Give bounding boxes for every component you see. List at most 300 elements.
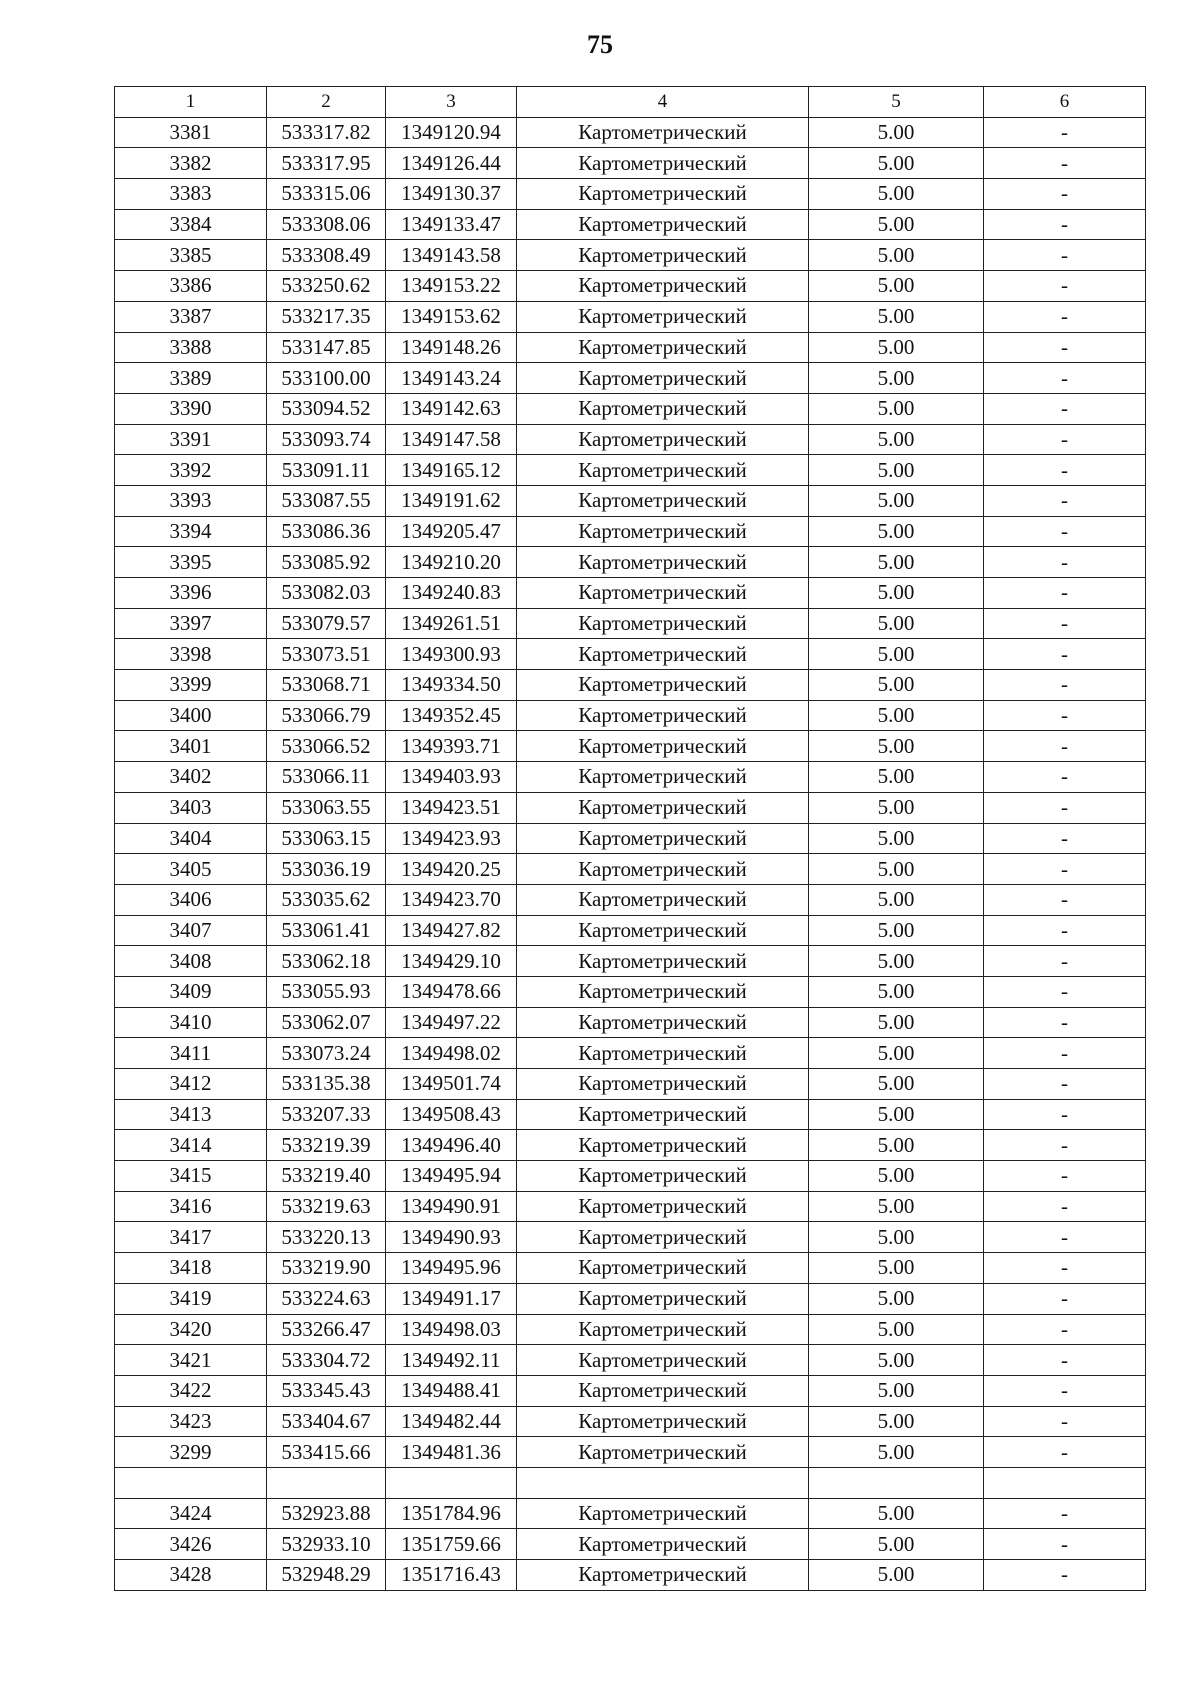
table-cell: - <box>984 1038 1146 1069</box>
table-cell: 1349240.83 <box>386 578 517 609</box>
table-row <box>115 271 1146 302</box>
table-cell: 1349130.37 <box>386 179 517 210</box>
table-cell: 3400 <box>115 700 267 731</box>
table-cell: - <box>984 670 1146 701</box>
table-cell: Картометрический <box>517 915 809 946</box>
table-row <box>115 670 1146 701</box>
table-row <box>115 792 1146 823</box>
table-cell: 1349490.91 <box>386 1191 517 1222</box>
table-row <box>115 823 1146 854</box>
table-cell: 5.00 <box>809 731 984 762</box>
table-cell: 5.00 <box>809 700 984 731</box>
table-cell: 1349120.94 <box>386 117 517 148</box>
table-cell: - <box>984 1529 1146 1560</box>
table-cell: 3424 <box>115 1498 267 1529</box>
table-cell: 533224.63 <box>267 1283 386 1314</box>
table-cell: 1349334.50 <box>386 670 517 701</box>
table-row <box>115 915 1146 946</box>
table-cell: Картометрический <box>517 1560 809 1591</box>
table-cell: 1349147.58 <box>386 424 517 455</box>
table-cell: 1349133.47 <box>386 209 517 240</box>
table-cell: Картометрический <box>517 179 809 210</box>
table-cell: 533219.39 <box>267 1130 386 1161</box>
table-cell <box>984 1467 1146 1498</box>
table-cell: 1349126.44 <box>386 148 517 179</box>
table-cell: 1351784.96 <box>386 1498 517 1529</box>
table-row <box>115 117 1146 148</box>
table-cell: 533086.36 <box>267 516 386 547</box>
table-row <box>115 762 1146 793</box>
table-cell: 3426 <box>115 1529 267 1560</box>
table-cell: 1349508.43 <box>386 1099 517 1130</box>
table-cell: 3390 <box>115 393 267 424</box>
table-cell: - <box>984 209 1146 240</box>
table-cell: 3417 <box>115 1222 267 1253</box>
table-cell: 3386 <box>115 271 267 302</box>
table-cell: 533073.51 <box>267 639 386 670</box>
table-cell: 3403 <box>115 792 267 823</box>
table-cell: Картометрический <box>517 1283 809 1314</box>
table-row <box>115 1314 1146 1345</box>
table-cell: 3388 <box>115 332 267 363</box>
coordinates-table <box>114 86 1146 1591</box>
table-cell: Картометрический <box>517 240 809 271</box>
table-cell: 1351759.66 <box>386 1529 517 1560</box>
table-cell: 533066.79 <box>267 700 386 731</box>
table-cell: 533308.49 <box>267 240 386 271</box>
table-cell: 533404.67 <box>267 1406 386 1437</box>
table-cell: 3299 <box>115 1437 267 1468</box>
table-cell: - <box>984 639 1146 670</box>
table-cell: Картометрический <box>517 117 809 148</box>
table-cell: 5.00 <box>809 884 984 915</box>
table-cell: 5.00 <box>809 608 984 639</box>
table-cell <box>386 1467 517 1498</box>
table-cell: 3421 <box>115 1345 267 1376</box>
table-cell: Картометрический <box>517 209 809 240</box>
table-cell: 3382 <box>115 148 267 179</box>
table-cell: 1349488.41 <box>386 1375 517 1406</box>
table-cell: 3423 <box>115 1406 267 1437</box>
table-cell: 3383 <box>115 179 267 210</box>
table-cell: - <box>984 1007 1146 1038</box>
table-cell: 5.00 <box>809 332 984 363</box>
table-cell: - <box>984 854 1146 885</box>
table-cell: - <box>984 1283 1146 1314</box>
table-cell: 1349495.96 <box>386 1253 517 1284</box>
column-header: 5 <box>809 87 984 118</box>
table-row <box>115 1161 1146 1192</box>
table-cell: Картометрический <box>517 792 809 823</box>
table-cell: Картометрический <box>517 363 809 394</box>
table-cell: 5.00 <box>809 1283 984 1314</box>
table-cell: 533304.72 <box>267 1345 386 1376</box>
table-cell: Картометрический <box>517 1406 809 1437</box>
table-cell: Картометрический <box>517 1314 809 1345</box>
column-header: 3 <box>386 87 517 118</box>
table-cell: 3384 <box>115 209 267 240</box>
column-header: 2 <box>267 87 386 118</box>
table-cell: - <box>984 1375 1146 1406</box>
table-cell: 3428 <box>115 1560 267 1591</box>
table-row <box>115 485 1146 516</box>
table-cell: 5.00 <box>809 117 984 148</box>
table-cell: - <box>984 1069 1146 1100</box>
table-cell: 1349300.93 <box>386 639 517 670</box>
table-cell: 3419 <box>115 1283 267 1314</box>
table-cell: Картометрический <box>517 1529 809 1560</box>
table-cell: 3411 <box>115 1038 267 1069</box>
table-cell: - <box>984 424 1146 455</box>
table-cell: - <box>984 578 1146 609</box>
table-cell: 1349496.40 <box>386 1130 517 1161</box>
table-cell: 1349490.93 <box>386 1222 517 1253</box>
table-cell: - <box>984 884 1146 915</box>
table-cell: 533135.38 <box>267 1069 386 1100</box>
table-cell: 1349165.12 <box>386 455 517 486</box>
table-cell: 5.00 <box>809 424 984 455</box>
table-cell: 3407 <box>115 915 267 946</box>
table-cell: 1349501.74 <box>386 1069 517 1100</box>
table-cell: - <box>984 1253 1146 1284</box>
table-cell: 1351716.43 <box>386 1560 517 1591</box>
table-cell: 3381 <box>115 117 267 148</box>
table-cell: Картометрический <box>517 976 809 1007</box>
table-cell: 1349495.94 <box>386 1161 517 1192</box>
table-cell: 5.00 <box>809 1007 984 1038</box>
table-cell: 5.00 <box>809 455 984 486</box>
table-cell: 533062.18 <box>267 946 386 977</box>
table-cell: 533415.66 <box>267 1437 386 1468</box>
table-header-row <box>115 87 1146 118</box>
table-cell: - <box>984 301 1146 332</box>
table-cell: 3396 <box>115 578 267 609</box>
table-cell: 533100.00 <box>267 363 386 394</box>
table-cell: 5.00 <box>809 485 984 516</box>
table-cell <box>115 1467 267 1498</box>
table-cell: 5.00 <box>809 301 984 332</box>
table-cell: - <box>984 117 1146 148</box>
table-cell: 5.00 <box>809 823 984 854</box>
table-cell: 5.00 <box>809 1498 984 1529</box>
table-cell: - <box>984 332 1146 363</box>
table-cell: 1349498.03 <box>386 1314 517 1345</box>
table-cell: - <box>984 1130 1146 1161</box>
table-cell: 5.00 <box>809 1038 984 1069</box>
table-cell: 1349393.71 <box>386 731 517 762</box>
table-cell: 3416 <box>115 1191 267 1222</box>
table-row <box>115 1099 1146 1130</box>
table-cell: 533266.47 <box>267 1314 386 1345</box>
table-cell: 1349498.02 <box>386 1038 517 1069</box>
table-cell: 533085.92 <box>267 547 386 578</box>
table-cell: 1349143.24 <box>386 363 517 394</box>
table-cell: 1349481.36 <box>386 1437 517 1468</box>
table-cell: Картометрический <box>517 731 809 762</box>
table-cell: 3399 <box>115 670 267 701</box>
table-cell: 532923.88 <box>267 1498 386 1529</box>
table-cell: - <box>984 455 1146 486</box>
table-cell: - <box>984 363 1146 394</box>
table-cell: 5.00 <box>809 639 984 670</box>
table-row <box>115 1222 1146 1253</box>
table-cell: 1349153.22 <box>386 271 517 302</box>
table-cell: 3402 <box>115 762 267 793</box>
table-cell: 5.00 <box>809 1529 984 1560</box>
table-cell: 533063.55 <box>267 792 386 823</box>
table-cell: Картометрический <box>517 148 809 179</box>
table-cell: 3404 <box>115 823 267 854</box>
table-cell: 3412 <box>115 1069 267 1100</box>
table-cell: - <box>984 1345 1146 1376</box>
table-cell: 5.00 <box>809 240 984 271</box>
table-row <box>115 1560 1146 1591</box>
table-cell: 533063.15 <box>267 823 386 854</box>
table-row <box>115 1191 1146 1222</box>
table-cell: 3391 <box>115 424 267 455</box>
table-cell: Картометрический <box>517 1007 809 1038</box>
table-cell: 1349491.17 <box>386 1283 517 1314</box>
table-cell: 5.00 <box>809 209 984 240</box>
table-cell: 1349142.63 <box>386 393 517 424</box>
table-row <box>115 1529 1146 1560</box>
table-cell: Картометрический <box>517 670 809 701</box>
table-cell: - <box>984 547 1146 578</box>
table-cell: 533036.19 <box>267 854 386 885</box>
table-cell: Картометрический <box>517 1437 809 1468</box>
table-row <box>115 547 1146 578</box>
table-cell: 5.00 <box>809 915 984 946</box>
table-cell: Картометрический <box>517 854 809 885</box>
table-cell: 533317.82 <box>267 117 386 148</box>
table-cell: 1349482.44 <box>386 1406 517 1437</box>
table-cell: 5.00 <box>809 1161 984 1192</box>
table-cell: Картометрический <box>517 1345 809 1376</box>
table-row <box>115 1498 1146 1529</box>
table-cell: Картометрический <box>517 424 809 455</box>
table-cell: 5.00 <box>809 516 984 547</box>
table-cell: 5.00 <box>809 976 984 1007</box>
table-cell: Картометрический <box>517 578 809 609</box>
table-cell: 1349191.62 <box>386 485 517 516</box>
table-cell <box>517 1467 809 1498</box>
table-cell: 5.00 <box>809 393 984 424</box>
table-cell: Картометрический <box>517 301 809 332</box>
table-cell: 532948.29 <box>267 1560 386 1591</box>
table-cell: - <box>984 1191 1146 1222</box>
table-cell: - <box>984 485 1146 516</box>
table-cell: 5.00 <box>809 762 984 793</box>
table-cell: 533217.35 <box>267 301 386 332</box>
table-cell: Картометрический <box>517 516 809 547</box>
table-cell: - <box>984 608 1146 639</box>
table-cell: 1349497.22 <box>386 1007 517 1038</box>
table-row <box>115 946 1146 977</box>
table-cell: 1349423.70 <box>386 884 517 915</box>
table-cell: - <box>984 1498 1146 1529</box>
table-cell: - <box>984 1406 1146 1437</box>
table-row <box>115 1253 1146 1284</box>
table-cell: Картометрический <box>517 1130 809 1161</box>
table-cell: 5.00 <box>809 1406 984 1437</box>
table-cell: 5.00 <box>809 578 984 609</box>
table-cell: 533091.11 <box>267 455 386 486</box>
table-cell: 533087.55 <box>267 485 386 516</box>
column-header: 1 <box>115 87 267 118</box>
table-cell: 5.00 <box>809 363 984 394</box>
table-cell: Картометрический <box>517 1498 809 1529</box>
table-cell: 1349205.47 <box>386 516 517 547</box>
table-row <box>115 516 1146 547</box>
table-cell: Картометрический <box>517 1161 809 1192</box>
table-cell <box>267 1467 386 1498</box>
table-row <box>115 1283 1146 1314</box>
table-cell: - <box>984 1161 1146 1192</box>
table-cell: 5.00 <box>809 1375 984 1406</box>
table-row <box>115 332 1146 363</box>
table-cell: - <box>984 271 1146 302</box>
table-cell: 533068.71 <box>267 670 386 701</box>
table-cell: 3413 <box>115 1099 267 1130</box>
table-row <box>115 455 1146 486</box>
table-row <box>115 639 1146 670</box>
table-cell: - <box>984 915 1146 946</box>
table-cell: 3401 <box>115 731 267 762</box>
table-cell: 3389 <box>115 363 267 394</box>
table-row <box>115 731 1146 762</box>
table-cell: 533345.43 <box>267 1375 386 1406</box>
table-row <box>115 608 1146 639</box>
table-cell: 533207.33 <box>267 1099 386 1130</box>
table-cell: 3405 <box>115 854 267 885</box>
table-cell: 5.00 <box>809 1314 984 1345</box>
table-row <box>115 1406 1146 1437</box>
table-cell: 533147.85 <box>267 332 386 363</box>
table-cell: 1349478.66 <box>386 976 517 1007</box>
table-cell: 5.00 <box>809 854 984 885</box>
column-header: 6 <box>984 87 1146 118</box>
table-row <box>115 363 1146 394</box>
column-header: 4 <box>517 87 809 118</box>
table-cell: 1349143.58 <box>386 240 517 271</box>
table-cell: 5.00 <box>809 547 984 578</box>
table-cell: 5.00 <box>809 670 984 701</box>
table-row <box>115 301 1146 332</box>
table-cell: 533094.52 <box>267 393 386 424</box>
table-cell: - <box>984 792 1146 823</box>
table-cell: 3385 <box>115 240 267 271</box>
table-cell: 533219.63 <box>267 1191 386 1222</box>
table-cell: Картометрический <box>517 884 809 915</box>
table-row <box>115 1467 1146 1498</box>
table-cell: Картометрический <box>517 485 809 516</box>
table-cell: 5.00 <box>809 1191 984 1222</box>
table-cell: 1349427.82 <box>386 915 517 946</box>
table-row <box>115 1375 1146 1406</box>
table-cell: - <box>984 946 1146 977</box>
table-cell: 3418 <box>115 1253 267 1284</box>
table-cell: - <box>984 516 1146 547</box>
table-cell: 1349352.45 <box>386 700 517 731</box>
table-row <box>115 1007 1146 1038</box>
table-cell: 5.00 <box>809 792 984 823</box>
table-row <box>115 976 1146 1007</box>
table-cell: Картометрический <box>517 393 809 424</box>
table-cell: 3408 <box>115 946 267 977</box>
table-cell: 533073.24 <box>267 1038 386 1069</box>
page-number: 75 <box>587 30 613 59</box>
table-row <box>115 209 1146 240</box>
table-cell: 5.00 <box>809 1099 984 1130</box>
table-cell: 5.00 <box>809 271 984 302</box>
table-cell: 5.00 <box>809 148 984 179</box>
table-cell: Картометрический <box>517 332 809 363</box>
table-cell: 533079.57 <box>267 608 386 639</box>
table-row <box>115 1130 1146 1161</box>
table-row <box>115 179 1146 210</box>
table-cell: Картометрический <box>517 700 809 731</box>
table-row <box>115 578 1146 609</box>
table-cell: - <box>984 762 1146 793</box>
table-cell: Картометрический <box>517 1069 809 1100</box>
table-cell: 3387 <box>115 301 267 332</box>
table-body <box>115 117 1146 1590</box>
table-cell: Картометрический <box>517 762 809 793</box>
table-cell: 3393 <box>115 485 267 516</box>
table-cell: 533220.13 <box>267 1222 386 1253</box>
table-cell: - <box>984 976 1146 1007</box>
table-cell: - <box>984 1560 1146 1591</box>
table-cell: 533250.62 <box>267 271 386 302</box>
table-cell: 1349403.93 <box>386 762 517 793</box>
table-cell: 1349423.51 <box>386 792 517 823</box>
table-row <box>115 1437 1146 1468</box>
table-cell: - <box>984 148 1146 179</box>
table-row <box>115 240 1146 271</box>
table-cell: 5.00 <box>809 1437 984 1468</box>
table-cell: 533082.03 <box>267 578 386 609</box>
table-cell: Картометрический <box>517 608 809 639</box>
table-cell: Картометрический <box>517 1038 809 1069</box>
table-cell: 3422 <box>115 1375 267 1406</box>
table-cell: Картометрический <box>517 1191 809 1222</box>
table-cell: 3409 <box>115 976 267 1007</box>
table-cell: 533062.07 <box>267 1007 386 1038</box>
table-cell: 5.00 <box>809 1069 984 1100</box>
table-cell: 533066.11 <box>267 762 386 793</box>
table-cell: 3392 <box>115 455 267 486</box>
table-row <box>115 393 1146 424</box>
table-cell: 3397 <box>115 608 267 639</box>
table-cell: 533219.40 <box>267 1161 386 1192</box>
table-row <box>115 884 1146 915</box>
table-cell <box>809 1467 984 1498</box>
table-cell: 533219.90 <box>267 1253 386 1284</box>
table-cell: 3420 <box>115 1314 267 1345</box>
table-cell: 1349261.51 <box>386 608 517 639</box>
table-cell: 1349210.20 <box>386 547 517 578</box>
table-cell: 533055.93 <box>267 976 386 1007</box>
table-cell: - <box>984 1222 1146 1253</box>
table-cell: 5.00 <box>809 1130 984 1161</box>
table-cell: Картометрический <box>517 547 809 578</box>
table-cell: Картометрический <box>517 946 809 977</box>
table-cell: 3414 <box>115 1130 267 1161</box>
table-cell: - <box>984 393 1146 424</box>
table-row <box>115 854 1146 885</box>
table-row <box>115 1038 1146 1069</box>
table-cell: Картометрический <box>517 639 809 670</box>
